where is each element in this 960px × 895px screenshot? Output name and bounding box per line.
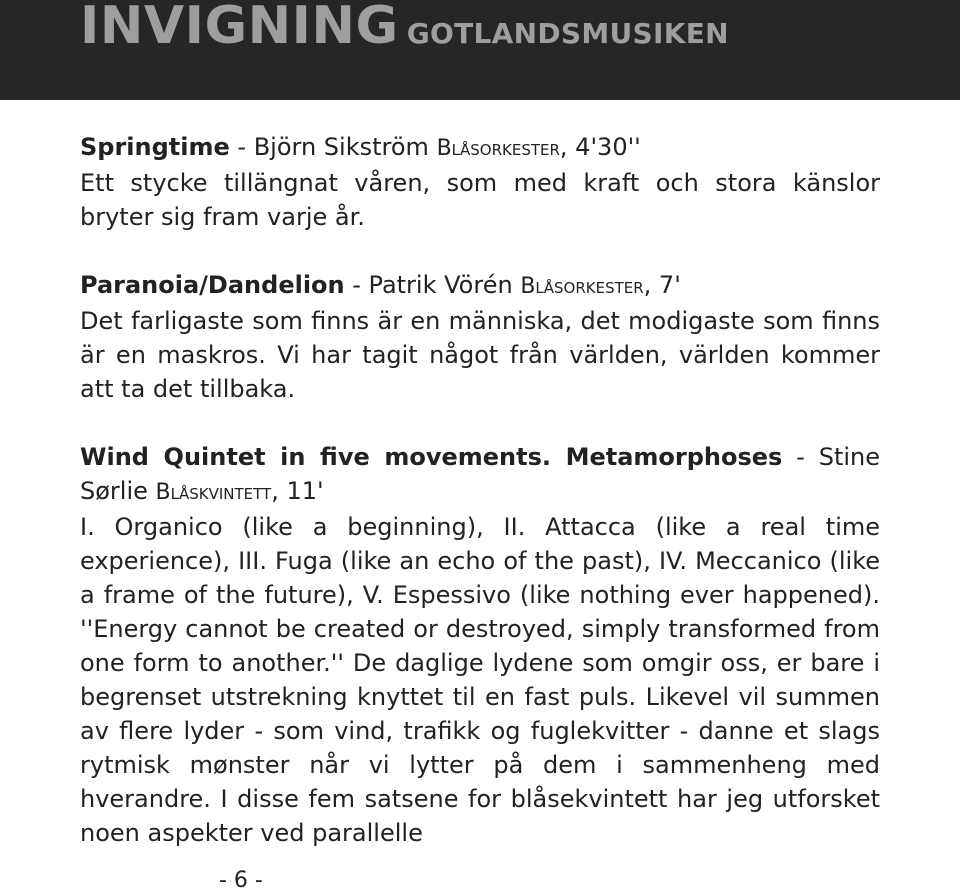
composer-name: Björn Sikström: [253, 133, 437, 161]
page-header: [0, 0, 960, 100]
piece-title: Springtime: [80, 133, 230, 161]
page-title: [80, 0, 729, 56]
ensemble-name: Blåskvintett: [155, 480, 272, 505]
title-separator: -: [229, 133, 254, 161]
piece-description: Det farligaste som finns är en människa, det modigaste som finns är en maskros. Vi har tagit något från världen, världen kommer att ta det tillbaka.: [80, 307, 880, 403]
entry-heading: [80, 440, 880, 510]
piece-duration: , 4'30'': [559, 133, 641, 161]
ensemble-name: Blåsorkester: [520, 274, 644, 299]
piece-duration: , 7': [643, 271, 681, 299]
piece-title: Wind Quintet in five movements. Metamorphoses: [80, 443, 783, 471]
piece-description: Ett stycke tillängnat våren, som med kraft och stora känslor bryter sig fram varje år.: [80, 169, 880, 231]
title-separator: -: [344, 271, 369, 299]
title-main: INVIGNING: [80, 0, 399, 56]
composer-name: Stine Sørlie: [80, 443, 881, 505]
title-subtitle: GOTLANDSMUSIKEN: [406, 17, 729, 50]
program-entry-springtime: [80, 130, 880, 234]
piece-duration: , 11': [271, 477, 324, 505]
piece-title: Paranoia/Dandelion: [80, 271, 345, 299]
program-content: [80, 130, 880, 884]
page-number: - 6 -: [219, 868, 263, 893]
entry-heading: [80, 130, 880, 166]
composer-name: Patrik Vörén: [368, 271, 521, 299]
ensemble-name: Blåsorkester: [436, 136, 560, 161]
program-entry-wind-quintet: [80, 440, 880, 850]
entry-heading: [80, 268, 880, 304]
piece-description: I. Organico (like a beginning), II. Attacca (like a real time experience), III. Fuga (like an echo of the past), IV. Meccanico (like a frame of the future), V. Espessivo (like nothing ever happened). ''Energy cannot be created or destroyed, simply transformed from one form to another.'' De daglige lydene som omgir oss, er bare i begrenset utstrekning knyttet til en fast puls. Likevel vil summen av flere lyder - som vind, trafikk og fuglekvitter - danne et slags rytmisk mønster når vi lytter på dem i sammenheng med hverandre. I disse fem satsene for blåsekvintett har jeg utforsket noen aspekter ved parallelle: [80, 513, 880, 847]
title-separator: -: [782, 443, 819, 471]
program-entry-paranoia-dandelion: [80, 268, 880, 406]
